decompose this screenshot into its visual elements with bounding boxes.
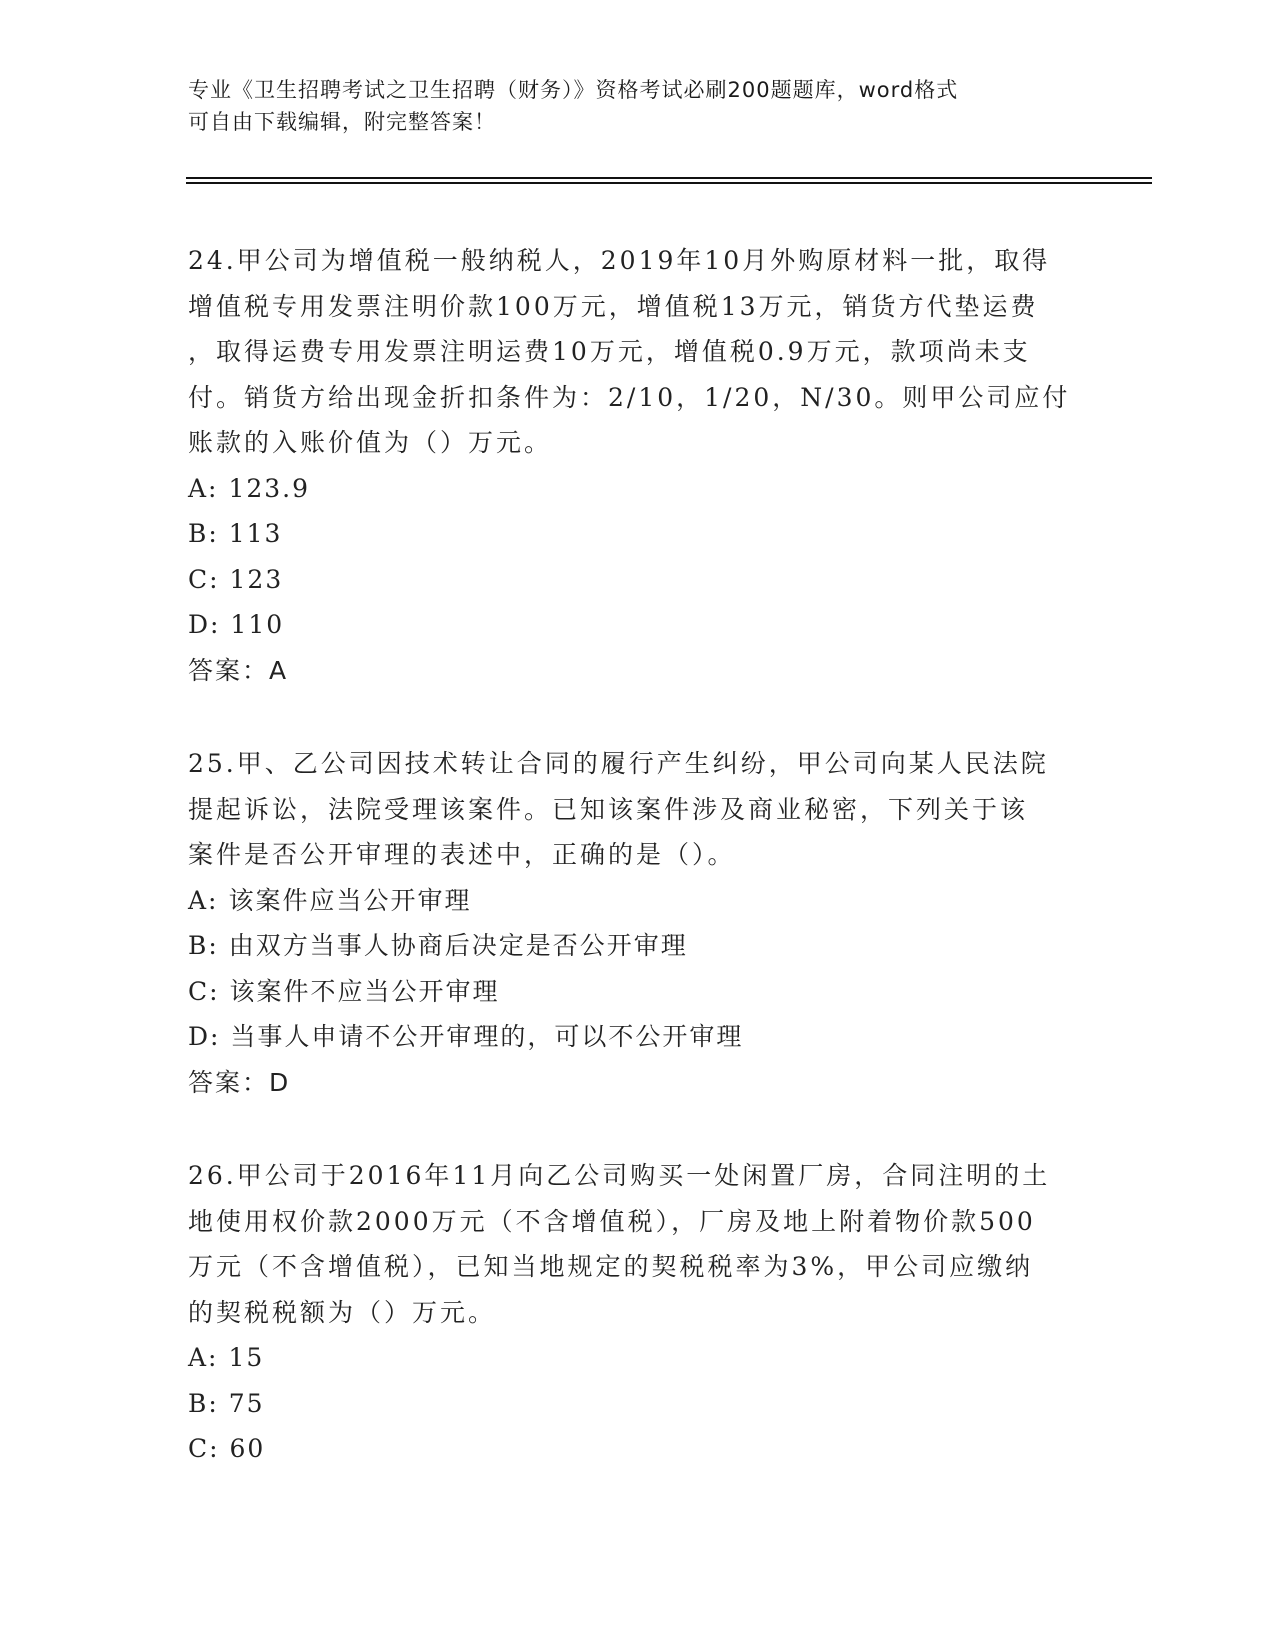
header-divider-top <box>186 177 1152 179</box>
question-text-line: ，取得运费专用发票注明运费10万元，增值税0.9万元，款项尚未支 <box>188 337 1031 366</box>
question-25 <box>188 741 1088 1105</box>
document-header <box>188 74 1088 138</box>
option-label: C: <box>188 976 220 1006</box>
option-c <box>188 557 1088 603</box>
option-text: 15 <box>228 1343 265 1372</box>
option-c <box>188 1426 1088 1472</box>
option-label: D: <box>188 610 221 639</box>
question-26-stem <box>188 1153 1088 1335</box>
answer-line: 答案：D <box>188 1067 291 1097</box>
option-label: B: <box>188 1388 219 1418</box>
option-text: 123.9 <box>228 473 311 503</box>
question-text-line: 提起诉讼，法院受理该案件。已知该案件涉及商业秘密，下列关于该 <box>188 794 1029 824</box>
option-b <box>188 923 1088 969</box>
option-text: 75 <box>228 1388 265 1418</box>
option-text: 113 <box>228 519 283 548</box>
question-text-line: 万元（不含增值税），已知当地规定的契税税率为3%，甲公司应缴纳 <box>188 1252 1034 1281</box>
question-list <box>188 238 1088 1520</box>
option-b <box>188 1381 1088 1427</box>
option-a <box>188 1335 1088 1381</box>
option-d <box>188 602 1088 648</box>
option-text: 110 <box>230 610 285 639</box>
option-label: A: <box>188 1343 219 1372</box>
option-c <box>188 969 1088 1015</box>
question-text-line: 案件是否公开审理的表述中，正确的是（）。 <box>188 840 736 869</box>
option-label: B: <box>188 519 219 548</box>
question-text-line: 增值税专用发票注明价款100万元，增值税13万元，销货方代垫运费 <box>188 291 1039 321</box>
option-d <box>188 1014 1088 1060</box>
option-label: A: <box>188 473 219 503</box>
question-text-line: 账款的入账价值为（）万元。 <box>188 428 553 457</box>
question-26 <box>188 1153 1088 1472</box>
header-line-1: 专业《卫生招聘考试之卫生招聘（财务）》资格考试必刷200题题库，word格式 <box>188 78 959 102</box>
option-text: 由双方当事人协商后决定是否公开审理 <box>228 931 688 960</box>
question-24-stem <box>188 238 1088 466</box>
option-a <box>188 466 1088 512</box>
option-label: B: <box>188 931 219 960</box>
option-text: 该案件不应当公开审理 <box>229 976 500 1006</box>
question-text-line: 24.甲公司为增值税一般纳税人，2019年10月外购原材料一批，取得 <box>188 246 1051 275</box>
question-24 <box>188 238 1088 693</box>
option-label: C: <box>188 564 220 594</box>
option-text: 123 <box>229 564 284 594</box>
header-divider-bottom <box>186 182 1152 184</box>
option-text: 60 <box>229 1434 266 1463</box>
question-text-line: 地使用权价款2000万元（不含增值税），厂房及地上附着物价款500 <box>188 1206 1036 1236</box>
question-text-line: 25.甲、乙公司因技术转让合同的履行产生纠纷，甲公司向某人民法院 <box>188 749 1049 778</box>
question-25-stem <box>188 741 1088 878</box>
option-text: 当事人申请不公开审理的，可以不公开审理 <box>230 1022 744 1051</box>
question-text-line: 付。销货方给出现金折扣条件为：2/10，1/20，N/30。则甲公司应付 <box>188 382 1071 412</box>
option-label: D: <box>188 1022 221 1051</box>
option-a <box>188 878 1088 924</box>
option-b <box>188 511 1088 557</box>
question-text-line: 的契税税额为（）万元。 <box>188 1297 497 1327</box>
option-label: C: <box>188 1434 220 1463</box>
option-text: 该案件应当公开审理 <box>228 885 472 915</box>
option-label: A: <box>188 885 219 915</box>
question-text-line: 26.甲公司于2016年11月向乙公司购买一处闲置厂房，合同注明的土 <box>188 1161 1051 1190</box>
header-line-2: 可自由下载编辑，附完整答案！ <box>188 110 496 134</box>
answer-line: 答案：A <box>188 655 289 685</box>
